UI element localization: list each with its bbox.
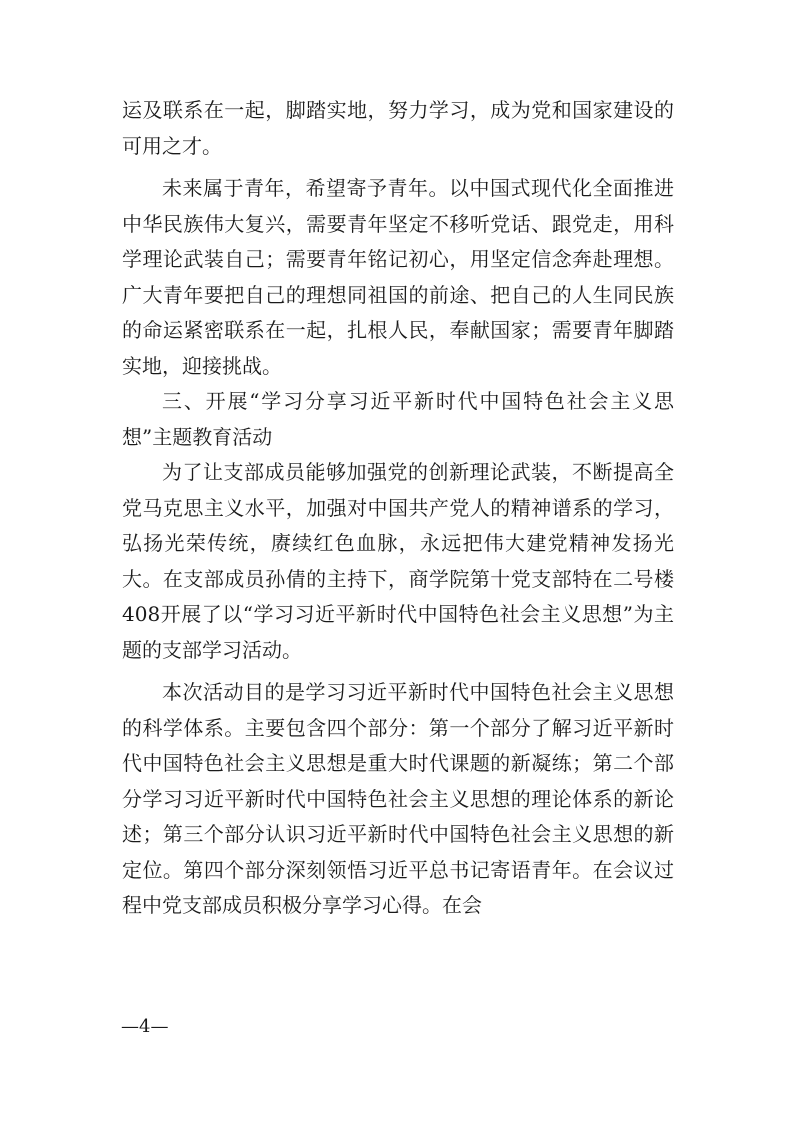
- paragraph-continuation: 运及联系在一起，脚踏实地，努力学习，成为党和国家建设的可用之才。: [122, 98, 674, 158]
- section-heading-three: 三、开展“学习分享习近平新时代中国特色社会主义思想”主题教育活动: [122, 389, 674, 449]
- document-body: [122, 93, 674, 924]
- paragraph-youth-future: 未来属于青年，希望寄予青年。以中国式现代化全面推进中华民族伟大复兴，需要青年坚定不移听党话、跟党走，用科学理论武装自己；需要青年铭记初心，用坚定信念奔赴理想。广大青年要把自己的理想同祖国的前途、把自己的人生同民族的命运紧密联系在一起，扎根人民，奉献国家；需要青年脚踏实地，迎接挑战。: [122, 176, 674, 378]
- page-number: —4—: [121, 1016, 169, 1037]
- paragraph-activity-content: 本次活动目的是学习习近平新时代中国特色社会主义思想的科学体系。主要包含四个部分：第一个部分了解习近平新时代中国特色社会主义思想是重大时代课题的新凝练；第二个部分学习习近平新时代中国特色社会主义思想的理论体系的新论述；第三个部分认识习近平新时代中国特色社会主义思想的新定位。第四个部分深刻领悟习近平总书记寄语青年。在会议过程中党支部成员积极分享学习心得。在会: [122, 680, 674, 917]
- paragraph-activity-purpose: 为了让支部成员能够加强党的创新理论武装，不断提高全党马克思主义水平，加强对中国共产党人的精神谱系的学习，弘扬光荣传统，赓续红色血脉，永远把伟大建党精神发扬光大。在支部成员孙倩的主持下，商学院第十党支部特在二号楼408开展了以“学习习近平新时代中国特色社会主义思想”为主题的支部学习活动。: [122, 460, 674, 662]
